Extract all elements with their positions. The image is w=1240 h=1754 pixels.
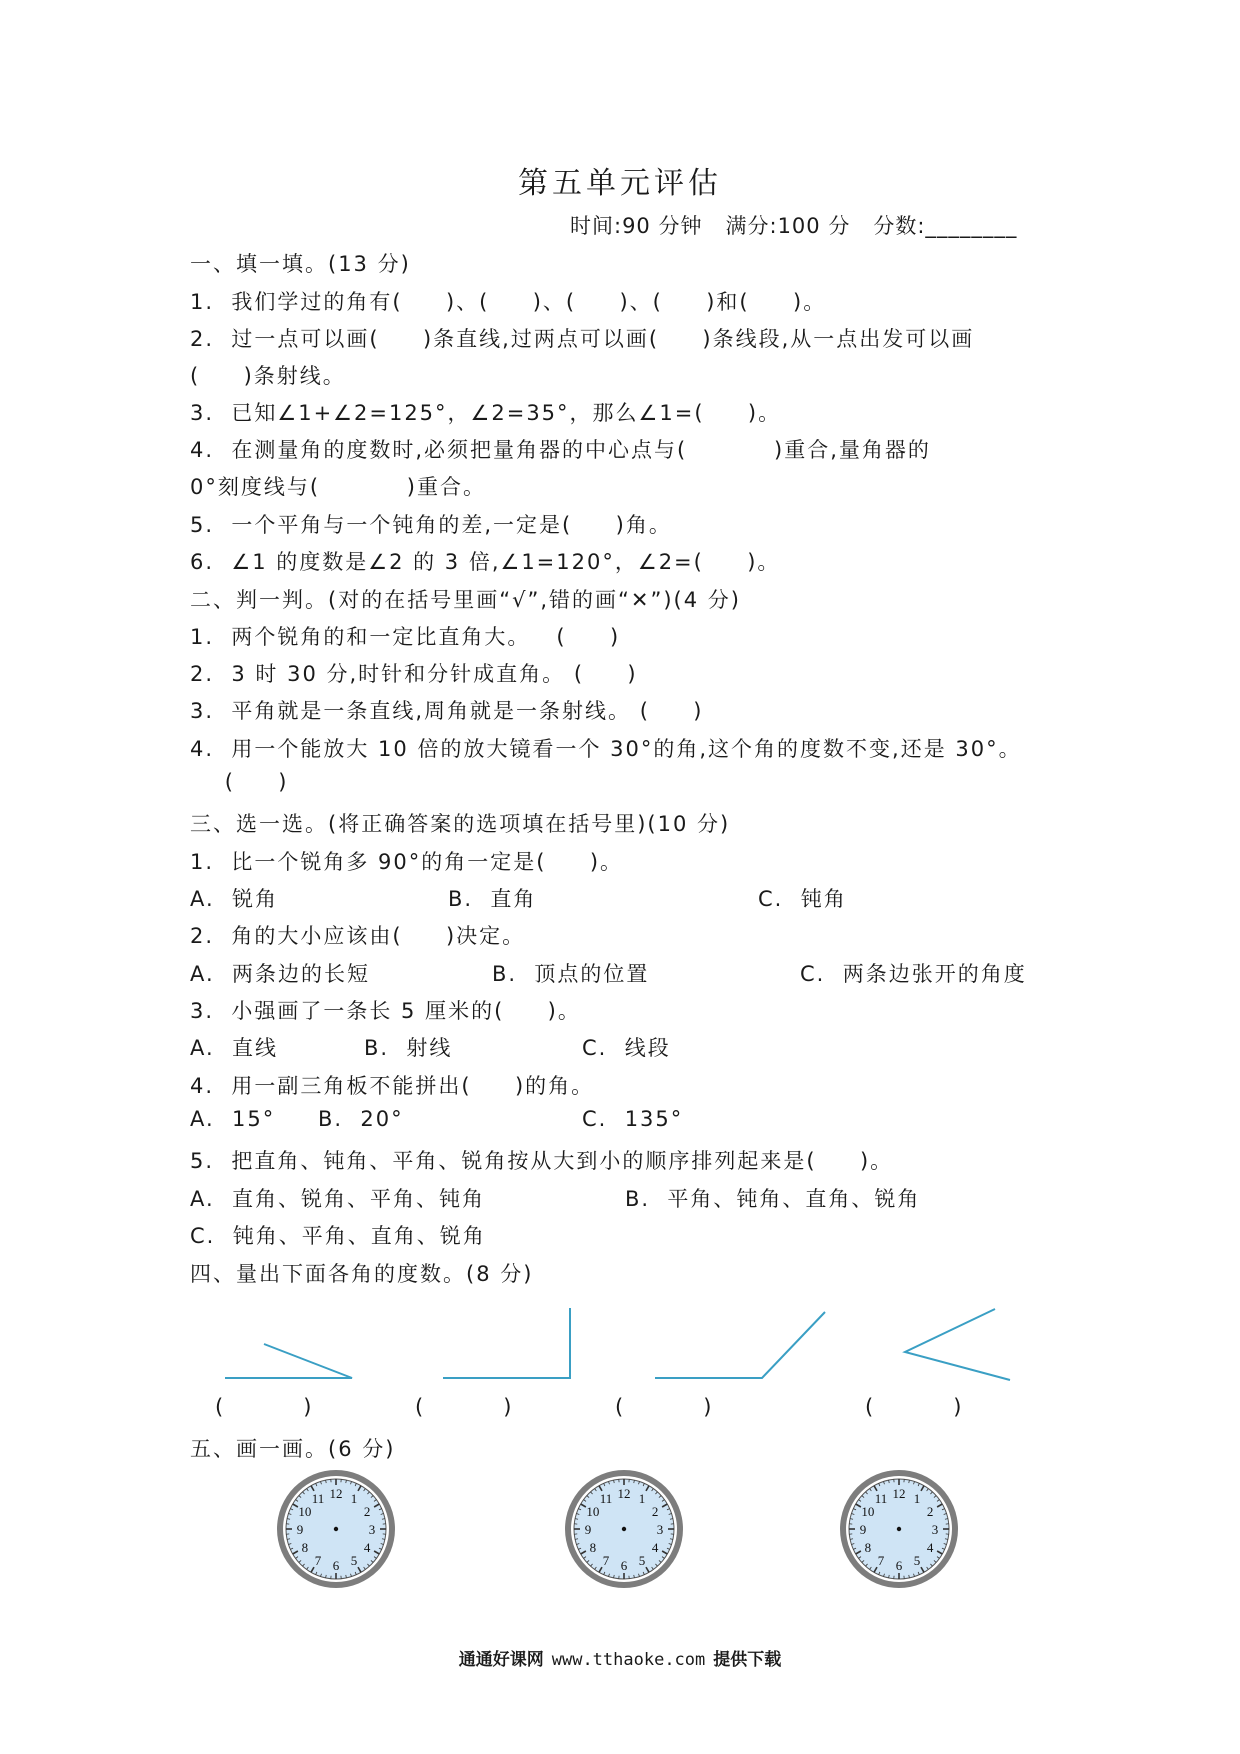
clock-number: 10: [586, 1504, 600, 1519]
s2-line-1: 1. 两个锐角的和一定比直角大。 ( ): [190, 625, 621, 649]
clock-center-dot: [897, 1527, 901, 1531]
angle-figure-3: [655, 1312, 825, 1378]
clock-center-dot: [334, 1527, 338, 1531]
clock-number: 7: [877, 1553, 885, 1569]
clock-number: 4: [651, 1540, 659, 1555]
clock-number: 5: [350, 1553, 358, 1569]
clock-face-2[interactable]: [563, 1468, 685, 1590]
s1-line-6: 0°刻度线与( )重合。: [190, 475, 486, 499]
clock-number: 7: [314, 1553, 322, 1569]
clock-number: 4: [363, 1540, 371, 1555]
s1-line-3: ( )条射线。: [190, 364, 346, 388]
angle-3-blank[interactable]: ( ): [615, 1395, 714, 1419]
s3-q1: 1. 比一个锐角多 90°的角一定是( )。: [190, 850, 624, 874]
clock-number: 1: [913, 1490, 921, 1506]
s3-q5-option-b: B. 平角、钝角、直角、锐角: [625, 1187, 921, 1211]
s3-q2-option-c: C. 两条边张开的角度: [800, 962, 1027, 986]
s3-q5-option-a: A. 直角、锐角、平角、钝角: [190, 1187, 486, 1211]
s3-q2: 2. 角的大小应该由( )决定。: [190, 924, 526, 948]
s3-q1-option-a: A. 锐角: [190, 887, 279, 911]
clock-number: 6: [332, 1558, 340, 1573]
s3-q2-option-a: A. 两条边的长短: [190, 962, 371, 986]
clock-number: 11: [311, 1490, 325, 1506]
footer-download-text: 提供下载: [713, 1650, 782, 1670]
angle-4-blank[interactable]: ( ): [865, 1395, 964, 1419]
s1-line-2: 2. 过一点可以画( )条直线,过两点可以画( )条线段,从一点出发可以画: [190, 327, 975, 351]
s3-q4-option-b: B. 20°: [318, 1107, 404, 1131]
s1-line-7: 5. 一个平角与一个钝角的差,一定是( )角。: [190, 513, 672, 537]
clock-number: 12: [892, 1486, 906, 1501]
angle-figure-2: [443, 1308, 570, 1378]
angle-1-blank[interactable]: ( ): [215, 1395, 314, 1419]
s3-q3: 3. 小强画了一条长 5 厘米的( )。: [190, 999, 581, 1023]
s3-q3-option-a: A. 直线: [190, 1036, 279, 1060]
section-3-heading: 三、选一选。(将正确答案的选项填在括号里)(10 分): [190, 812, 731, 836]
s3-q3-option-b: B. 射线: [364, 1036, 453, 1060]
s3-q2-option-b: B. 顶点的位置: [492, 962, 650, 986]
angle-figure-1: [225, 1344, 352, 1378]
clock-number: 6: [895, 1558, 903, 1573]
clock-number: 12: [329, 1486, 343, 1501]
clock-number: 11: [874, 1490, 888, 1506]
s2-line-5: ( ): [190, 770, 289, 794]
section-1-heading: 一、填一填。(13 分): [190, 252, 411, 276]
clock-face-3[interactable]: [838, 1468, 960, 1590]
clock-number: 1: [350, 1490, 358, 1506]
clock-face-1[interactable]: [275, 1468, 397, 1590]
s1-line-1: 1. 我们学过的角有( )、( )、( )、( )和( )。: [190, 290, 827, 314]
clock-number: 10: [298, 1504, 312, 1519]
clock-number: 9: [859, 1522, 867, 1537]
clock-number: 10: [861, 1504, 875, 1519]
clock-number: 8: [589, 1540, 597, 1555]
s3-q4-option-a: A. 15°: [190, 1107, 276, 1131]
clock-number: 1: [638, 1490, 646, 1506]
clock-number: 2: [926, 1504, 934, 1519]
clock-number: 9: [296, 1522, 304, 1537]
clock-number: 11: [599, 1490, 613, 1506]
s1-line-8: 6. ∠1 的度数是∠2 的 3 倍,∠1=120°，∠2=( )。: [190, 550, 781, 574]
angle-figures: [0, 1290, 1240, 1400]
s3-q5: 5. 把直角、钝角、平角、锐角按从大到小的顺序排列起来是( )。: [190, 1149, 894, 1173]
angle-2-blank[interactable]: ( ): [415, 1395, 514, 1419]
clock-number: 12: [617, 1486, 631, 1501]
clock-number: 3: [368, 1522, 376, 1537]
s1-line-5: 4. 在测量角的度数时,必须把量角器的中心点与( )重合,量角器的: [190, 438, 931, 462]
clock-number: 2: [651, 1504, 659, 1519]
footer-url[interactable]: www.tthaoke.com: [551, 1650, 706, 1670]
s2-line-2: 2. 3 时 30 分,时针和分针成直角。 ( ): [190, 662, 638, 686]
footer-site-name: 通通好课网: [458, 1650, 544, 1670]
clock-number: 5: [913, 1553, 921, 1569]
s3-q5-option-c: C. 钝角、平角、直角、锐角: [190, 1224, 486, 1248]
clock-number: 3: [931, 1522, 939, 1537]
clock-number: 2: [363, 1504, 371, 1519]
s2-line-4: 4. 用一个能放大 10 倍的放大镜看一个 30°的角,这个角的度数不变,还是 30°。: [190, 737, 1022, 761]
clock-number: 8: [864, 1540, 872, 1555]
section-4-heading: 四、量出下面各角的度数。(8 分): [190, 1262, 534, 1286]
angle-figure-4: [905, 1309, 1010, 1380]
clock-number: 6: [620, 1558, 628, 1573]
s3-q4-option-c: C. 135°: [582, 1107, 684, 1131]
section-2-heading: 二、判一判。(对的在括号里画“√”,错的画“✕”)(4 分): [190, 588, 741, 612]
clock-number: 9: [584, 1522, 592, 1537]
clock-number: 4: [926, 1540, 934, 1555]
s3-q3-option-c: C. 线段: [582, 1036, 671, 1060]
clock-number: 7: [602, 1553, 610, 1569]
footer: [0, 1645, 1240, 1670]
s3-q4: 4. 用一副三角板不能拼出( )的角。: [190, 1074, 595, 1098]
s3-q1-option-b: B. 直角: [448, 887, 537, 911]
clock-number: 3: [656, 1522, 664, 1537]
clock-number: 8: [301, 1540, 309, 1555]
exam-meta: 时间:90 分钟 满分:100 分 分数:________: [570, 214, 1018, 238]
s3-q1-option-c: C. 钝角: [758, 887, 847, 911]
page-title: 第五单元评估: [518, 166, 722, 201]
section-5-heading: 五、画一画。(6 分): [190, 1437, 396, 1461]
s1-line-4: 3. 已知∠1+∠2=125°，∠2=35°，那么∠1=( )。: [190, 401, 782, 425]
clock-center-dot: [622, 1527, 626, 1531]
s2-line-3: 3. 平角就是一条直线,周角就是一条射线。 ( ): [190, 699, 704, 723]
clock-number: 5: [638, 1553, 646, 1569]
